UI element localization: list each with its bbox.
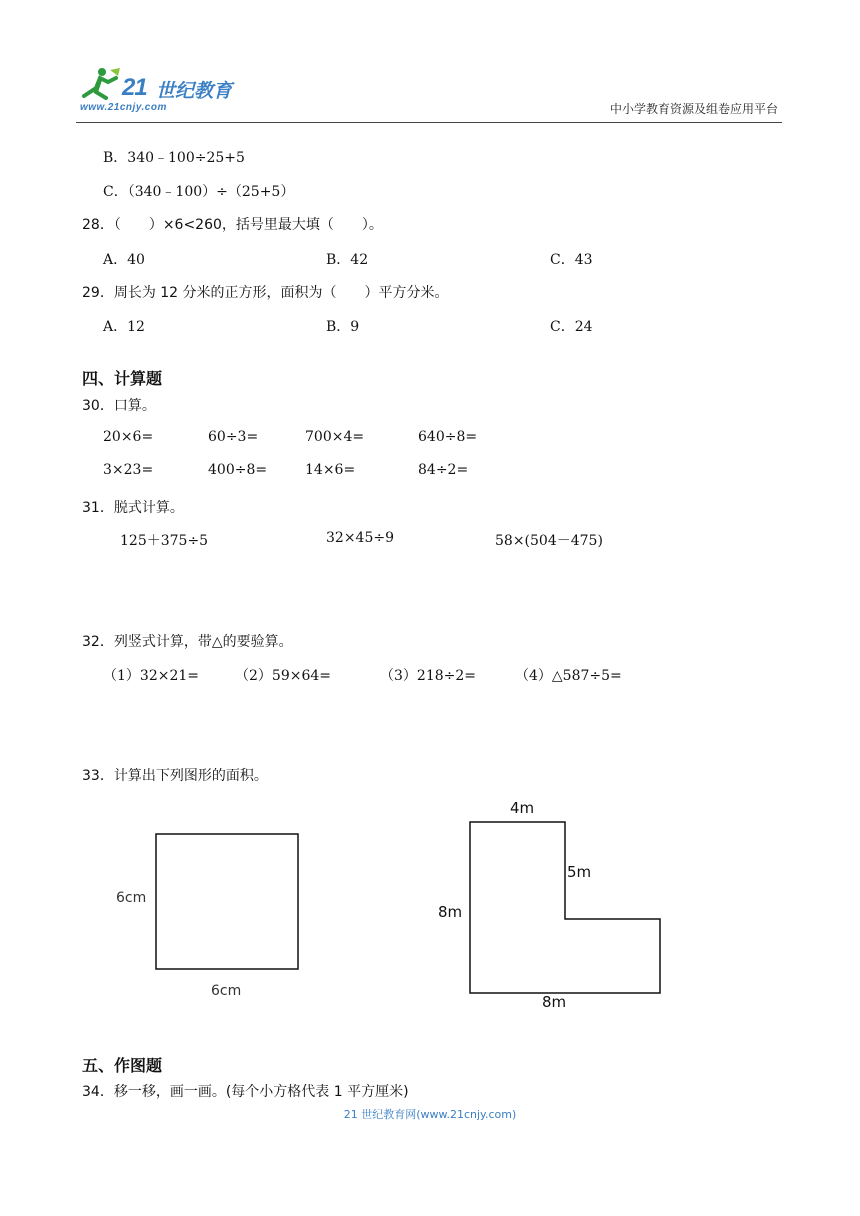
q30-r2-c4: 84÷2= xyxy=(418,462,469,478)
q28-stem: 28．（ ）×6<260，括号里最大填（ ）。 xyxy=(82,217,383,233)
q30-r1-c4: 640÷8= xyxy=(418,429,478,445)
q30-r1-c3: 700×4= xyxy=(305,429,365,445)
q30-r2-c3: 14×6= xyxy=(305,462,356,478)
q29-stem: 29．周长为 12 分米的正方形，面积为（ ）平方分米。 xyxy=(82,285,449,301)
q30-r1-c1: 20×6= xyxy=(103,429,154,445)
q29-option-a: A．12 xyxy=(103,319,145,335)
q30-stem: 30．口算。 xyxy=(82,398,156,414)
section-5-heading: 五、作图题 xyxy=(82,1056,163,1075)
q31-item-1: 125＋375÷5 xyxy=(120,533,209,549)
q30-r1-c2: 60÷3= xyxy=(208,429,259,445)
l-top-label: 4m xyxy=(510,799,535,817)
section-4-heading: 四、计算题 xyxy=(82,369,163,388)
q33-stem: 33．计算出下列图形的面积。 xyxy=(82,768,268,784)
square-bottom-label: 6cm xyxy=(211,983,242,999)
q32-stem: 32．列竖式计算，带△的要验算。 xyxy=(82,634,293,650)
q32-item-3: （3）218÷2= xyxy=(380,668,476,684)
l-bottom-label: 8m xyxy=(542,993,567,1011)
logo-text: 世纪教育 xyxy=(156,80,233,102)
q29-option-b: B．9 xyxy=(326,319,360,335)
q30-r2-c1: 3×23= xyxy=(103,462,154,478)
q31-stem: 31．脱式计算。 xyxy=(82,500,184,516)
q31-item-3: 58×(504－475) xyxy=(495,533,603,549)
q28-option-b: B．42 xyxy=(326,252,369,268)
q32-item-4: （4）△587÷5= xyxy=(515,668,622,684)
l-shape-figure xyxy=(470,822,660,993)
l-left-label: 8m xyxy=(438,903,463,921)
q30-r2-c2: 400÷8= xyxy=(208,462,268,478)
platform-name: 中小学教育资源及组卷应用平台 xyxy=(609,102,778,116)
q31-item-2: 32×45÷9 xyxy=(326,530,394,546)
q32-item-2: （2）59×64= xyxy=(235,668,331,684)
footer-text: 21 世纪教育网(www.21cnjy.com) xyxy=(343,1108,517,1121)
q27-option-c: C．（340﹣100）÷（25+5） xyxy=(103,184,295,200)
q32-item-1: （1）32×21= xyxy=(103,668,199,684)
logo-url: www.21cnjy.com xyxy=(80,102,167,113)
square-left-label: 6cm xyxy=(116,890,147,906)
q28-option-c: C．43 xyxy=(550,252,593,268)
q29-option-c: C．24 xyxy=(550,319,593,335)
q28-option-a: A．40 xyxy=(103,252,145,268)
q34-stem: 34．移一移，画一画。(每个小方格代表 1 平方厘米) xyxy=(82,1084,409,1100)
q27-option-b: B．340﹣100÷25+5 xyxy=(103,150,245,166)
logo-number: 21 xyxy=(122,74,147,101)
l-inner-label: 5m xyxy=(567,863,592,881)
square-figure xyxy=(156,834,298,969)
